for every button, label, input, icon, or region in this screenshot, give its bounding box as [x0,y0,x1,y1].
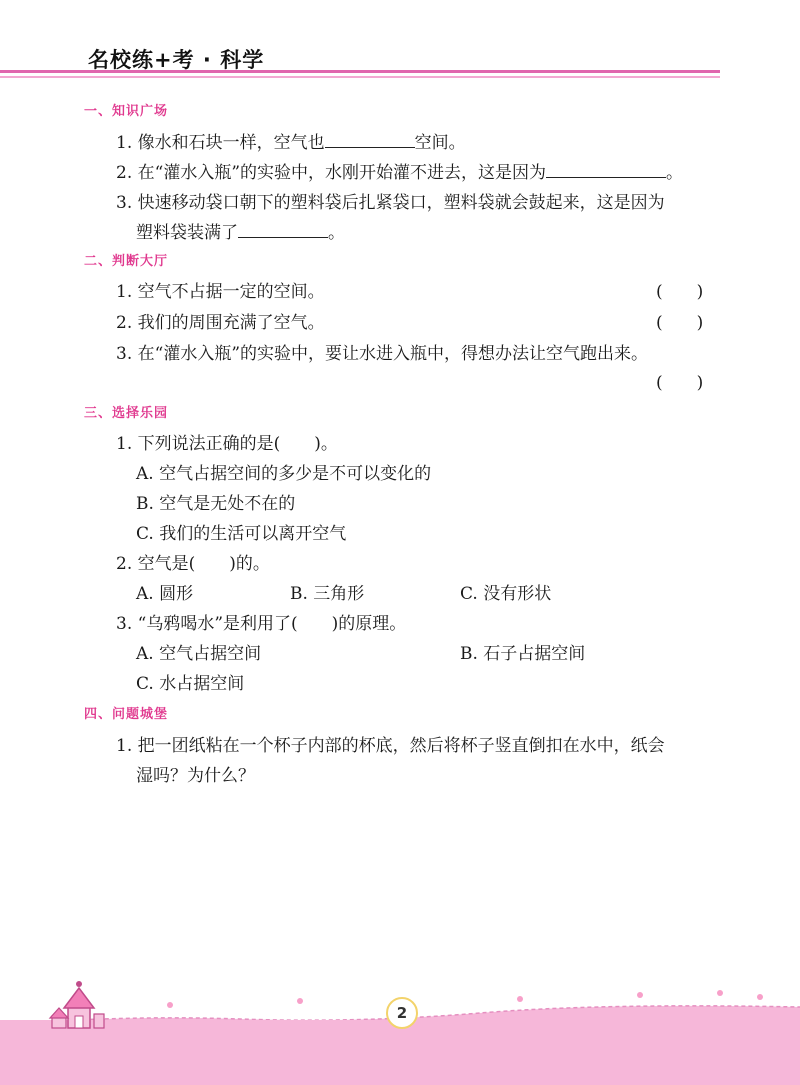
q2-item-3: 3. 在“灌水入瓶”的实验中，要让水进入瓶中，得想办法让空气跑出来。 [116,344,649,364]
answer-blank[interactable] [238,221,328,238]
answer-blank[interactable] [325,131,415,148]
q1-item-3: 3. 快速移动袋口朝下的塑料袋后扎紧袋口，塑料袋就会鼓起来，这是因为 [116,193,665,213]
q4-item-1-cont: 湿吗？为什么？ [136,766,255,786]
q1-item-1 [116,128,466,153]
q1-item-3-cont [136,218,345,243]
q3-item-3-option-a[interactable]: A. 空气占据空间 [136,644,262,664]
house-icon [48,978,118,1038]
q3-item-3-option-c[interactable]: C. 水占据空间 [136,674,245,694]
footer-band [0,1020,800,1085]
q2-item-1: 1. 空气不占据一定的空间。 [116,282,325,302]
q3-item-1: 1. 下列说法正确的是( )。 [116,434,338,454]
section-2-title: 二、判断大厅 [84,254,169,269]
q3-item-2: 2. 空气是( )的。 [116,554,270,574]
q1-item-1-text: 1. 像水和石块一样，空气也 [116,133,325,153]
q3-item-1-option-a[interactable]: A. 空气占据空间的多少是不可以变化的 [136,464,432,484]
q3-item-2-option-b[interactable]: B. 三角形 [290,584,365,604]
q2-item-2: 2. 我们的周围充满了空气。 [116,313,325,333]
q3-item-2-option-a[interactable]: A. 圆形 [136,584,194,604]
q3-item-3: 3. “乌鸦喝水”是利用了( )的原理。 [116,614,407,634]
q1-item-2-text: 2. 在“灌水入瓶”的实验中，水刚开始灌不进去，这是因为 [116,163,547,183]
answer-blank[interactable] [546,161,666,178]
section-4-title: 四、问题城堡 [84,707,169,722]
section-1-title: 一、知识广场 [84,104,169,119]
q3-item-3-option-b[interactable]: B. 石子占据空间 [460,644,586,664]
q3-item-2-option-c[interactable]: C. 没有形状 [460,584,552,604]
page-title: 名校练+考 · 科学 [88,48,265,72]
answer-paren[interactable]: ( ) [656,282,704,302]
answer-paren[interactable]: ( ) [656,373,704,393]
q3-item-1-option-b[interactable]: B. 空气是无处不在的 [136,494,296,514]
answer-paren[interactable]: ( ) [656,313,704,333]
q4-item-1: 1. 把一团纸粘在一个杯子内部的杯底，然后将杯子竖直倒扣在水中，纸会 [116,736,665,756]
section-3-title: 三、选择乐园 [84,406,169,421]
q1-item-3-text: 塑料袋装满了 [136,223,238,243]
q1-item-1-tail: 空间。 [414,133,466,153]
q3-item-1-option-c[interactable]: C. 我们的生活可以离开空气 [136,524,347,544]
page-number: 2 [386,997,418,1029]
header-rule [0,70,720,82]
q1-item-2 [116,158,683,183]
q1-item-3-tail: 。 [328,223,345,243]
q1-item-2-tail: 。 [666,163,684,183]
